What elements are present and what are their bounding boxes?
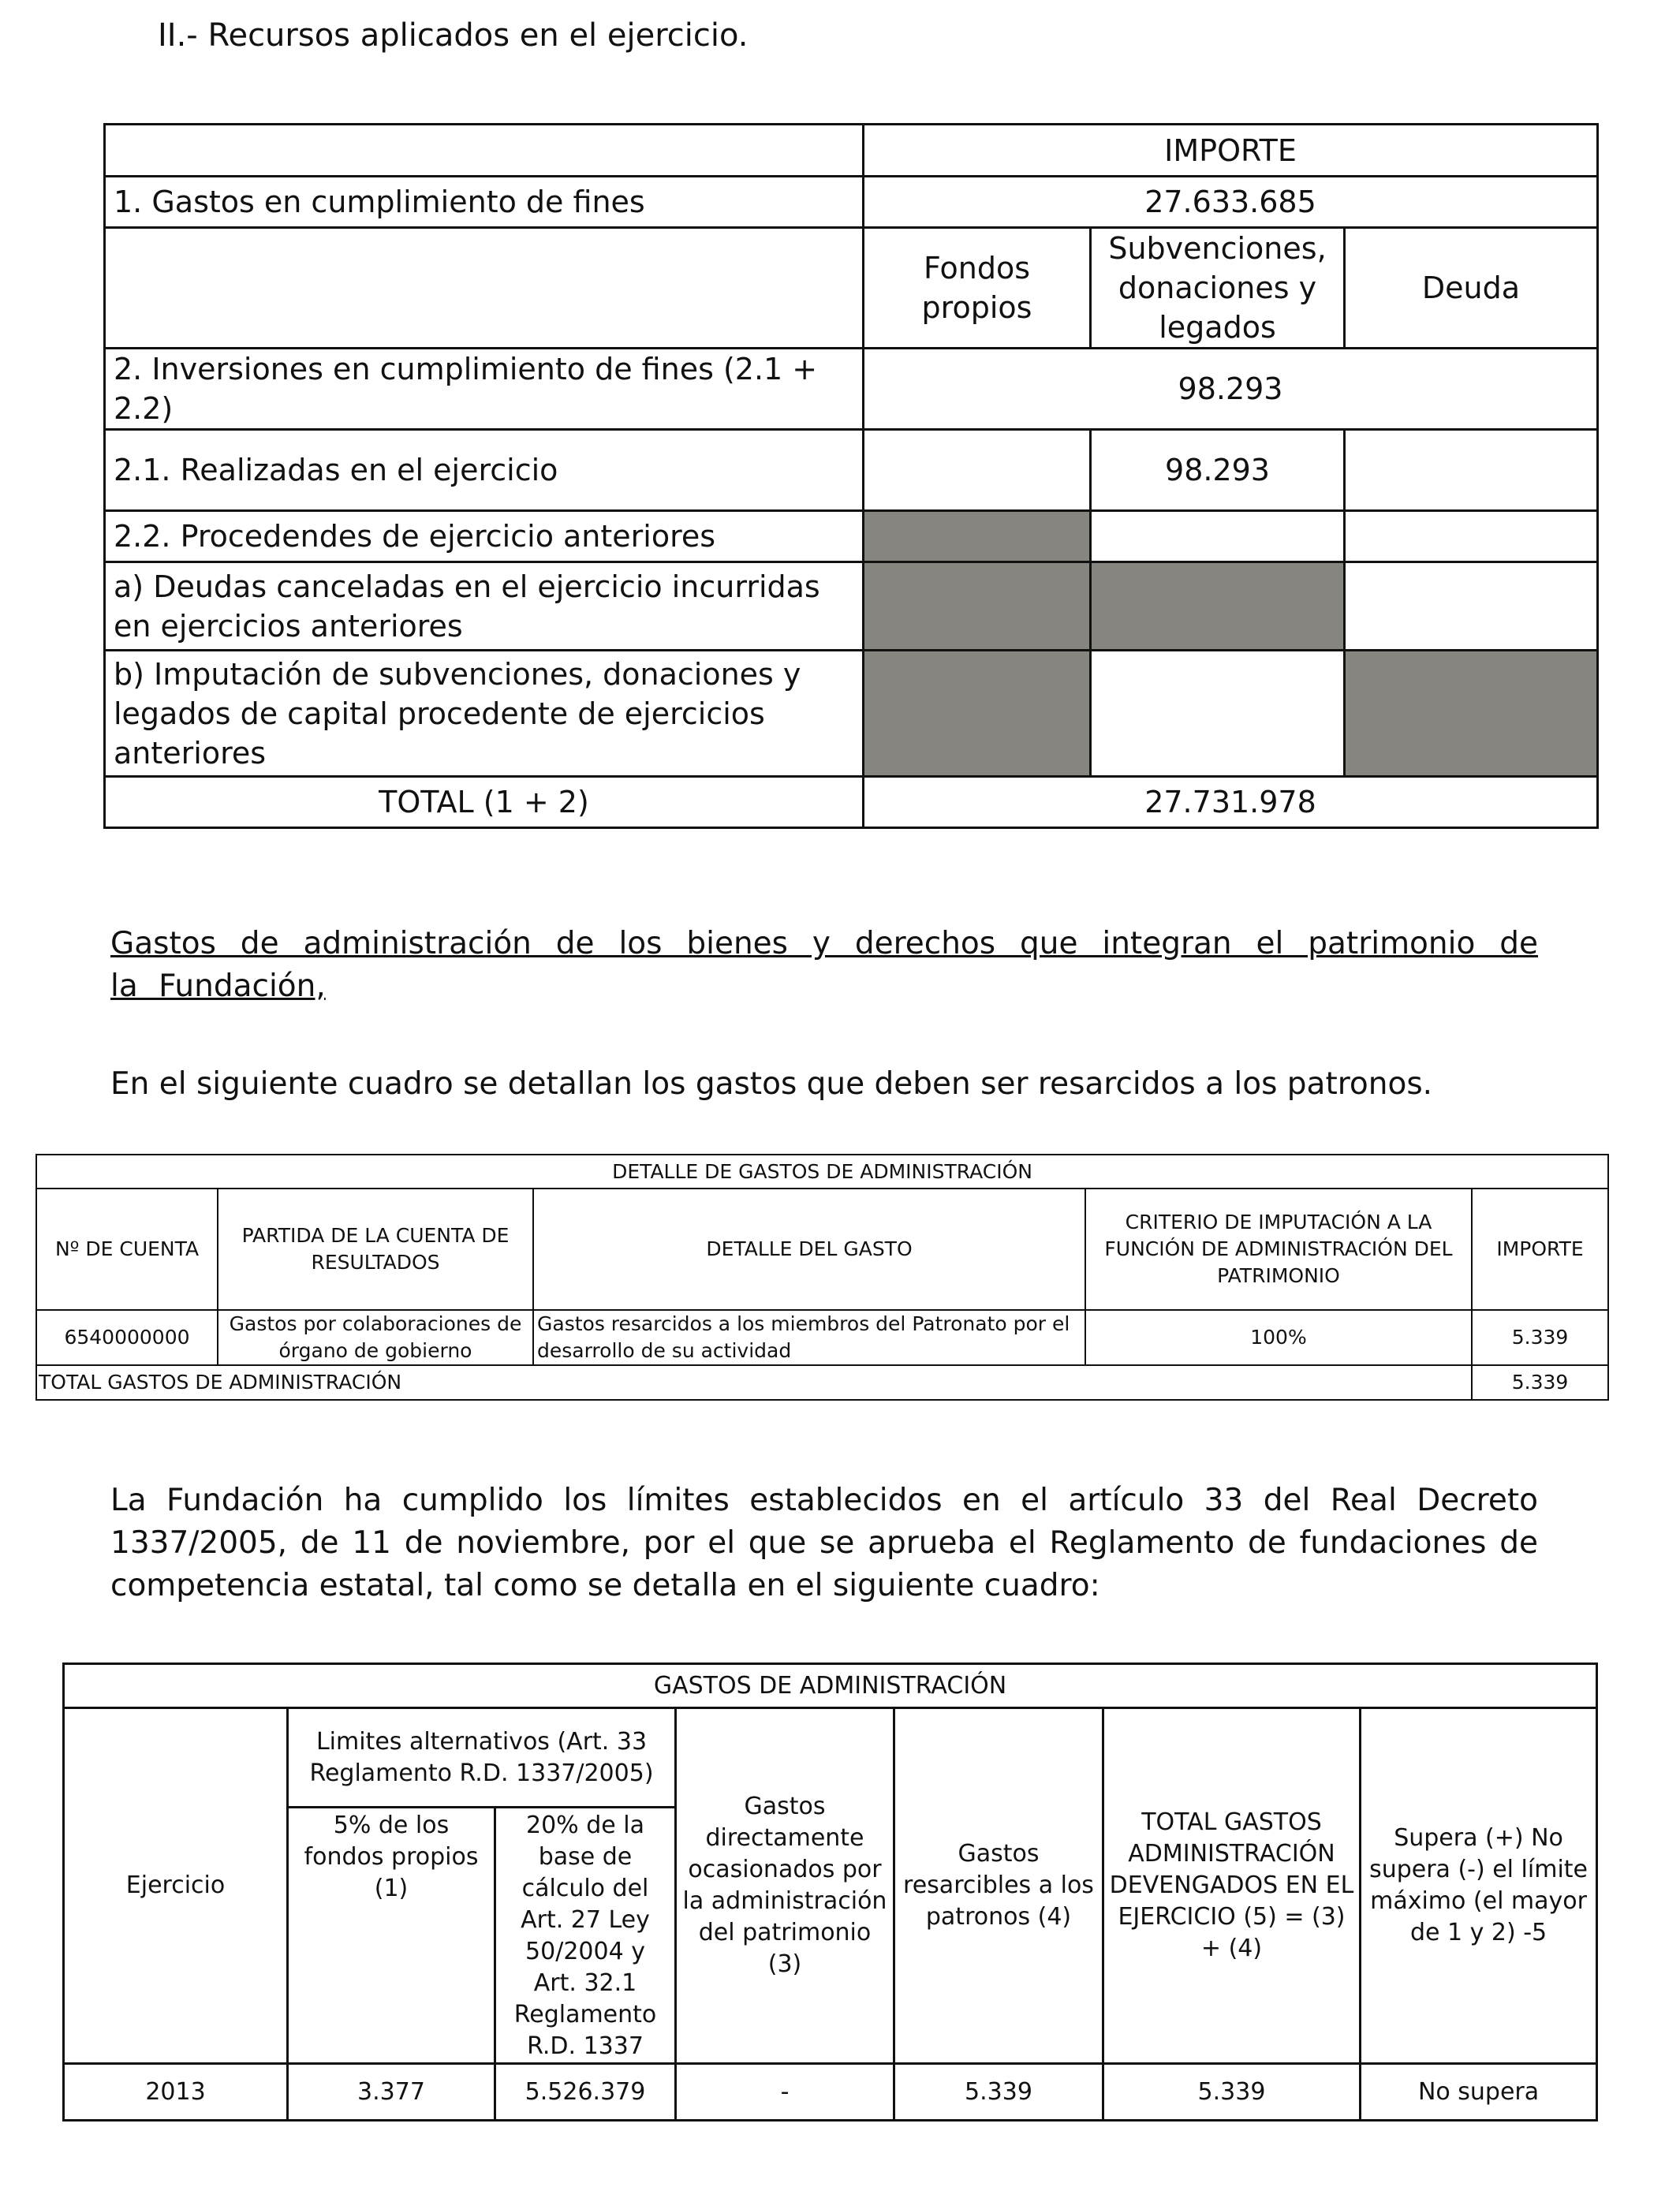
h-supera: Supera (+) No supera (-) el límite máximo (el mayor de 1 y 2) -5 [1361,1708,1597,2064]
v-ejercicio: 2013 [64,2064,288,2121]
h-total: TOTAL GASTOS ADMINISTRACIÓN DEVENGADOS EN EL EJERCICIO (5) = (3) + (4) [1103,1708,1361,2064]
total-value: 27.731.978 [864,777,1598,828]
row22-fondos-shaded [864,511,1091,562]
col-fondos-propios: Fondos propios [864,228,1091,349]
h-directos: Gastos directamente ocasionados por la administración del patrimonio (3) [676,1708,894,2064]
section-title: Gastos de administración de los bienes y derechos que integran el patrimonio de la Fundación, [110,926,1538,1004]
empty-subheader-cell [105,228,864,349]
section-heading: II.- Recursos aplicados en el ejercicio. [158,17,749,54]
v-total: 5.339 [1103,2064,1361,2121]
total-label: TOTAL (1 + 2) [105,777,864,828]
v-5pct: 3.377 [288,2064,495,2121]
row-detalle: Gastos resarcidos a los miembros del Patronato por el desarrollo de su actividad [533,1310,1085,1365]
v-resarcibles: 5.339 [894,2064,1103,2121]
row22-subvenciones [1091,511,1345,562]
h-20pct: 20% de la base de cálculo del Art. 27 Ley 50/2004 y Art. 32.1 Reglamento R.D. 1337 [495,1808,676,2064]
rowa-label: a) Deudas canceladas en el ejercicio incurridas en ejercicios anteriores [105,562,864,651]
row22-label: 2.2. Procedendes de ejercicio anteriores [105,511,864,562]
row22-deuda [1345,511,1598,562]
row21-deuda [1345,430,1598,511]
row-cuenta: 6540000000 [36,1310,218,1365]
total-gastos-value: 5.339 [1472,1365,1608,1400]
h-limites: Limites alternativos (Art. 33 Reglamento R.D. 1337/2005) [288,1708,676,1808]
detalle-title: DETALLE DE GASTOS DE ADMINISTRACIÓN [36,1155,1608,1189]
rowa-deuda [1345,562,1598,651]
v-20pct: 5.526.379 [495,2064,676,2121]
row-importe: 5.339 [1472,1310,1608,1365]
h-resarcibles: Gastos resarcibles a los patronos (4) [894,1708,1103,2064]
h-ejercicio: Ejercicio [64,1708,288,2064]
col-subvenciones: Subvenciones, donaciones y legados [1091,228,1345,349]
v-supera: No supera [1361,2064,1597,2121]
rowb-label: b) Imputación de subvenciones, donaciones y legados de capital procedente de ejercicios anteriores [105,651,864,777]
h-5pct: 5% de los fondos propios (1) [288,1808,495,2064]
total-gastos-label: TOTAL GASTOS DE ADMINISTRACIÓN [36,1365,1472,1400]
rowb-fondos-shaded [864,651,1091,777]
col-deuda: Deuda [1345,228,1598,349]
intro-text: En el siguiente cuadro se detallan los gastos que deben ser resarcidos a los patronos. [110,1066,1433,1102]
importe-header: IMPORTE [864,125,1598,177]
row1-value: 27.633.685 [864,177,1598,228]
row21-subvenciones: 98.293 [1091,430,1345,511]
row1-label: 1. Gastos en cumplimiento de fines [105,177,864,228]
h-cuenta: Nº DE CUENTA [36,1189,218,1310]
v-directos: - [676,2064,894,2121]
h-partida: PARTIDA DE LA CUENTA DE RESULTADOS [218,1189,533,1310]
detalle-gastos-table [35,1154,1609,1401]
gastos-administracion-table [62,1662,1598,2121]
row2-value: 98.293 [864,349,1598,430]
limits-text: La Fundación ha cumplido los límites establecidos en el artículo 33 del Real Decreto 1337/2005, de 11 de noviembre, por el que se aprueba el Reglamento de fundaciones de competencia estatal, tal como se detalla en el siguiente cuadro: [110,1483,1538,1603]
empty-header-cell [105,125,864,177]
h-detalle: DETALLE DEL GASTO [533,1189,1085,1310]
h-criterio: CRITERIO DE IMPUTACIÓN A LA FUNCIÓN DE ADMINISTRACIÓN DEL PATRIMONIO [1085,1189,1472,1310]
row21-label: 2.1. Realizadas en el ejercicio [105,430,864,511]
row21-fondos [864,430,1091,511]
h-importe: IMPORTE [1472,1189,1608,1310]
gastos-title: GASTOS DE ADMINISTRACIÓN [64,1664,1597,1708]
recursos-aplicados-table [103,123,1599,829]
rowa-fondos-shaded [864,562,1091,651]
rowb-subvenciones [1091,651,1345,777]
row2-label: 2. Inversiones en cumplimiento de fines (2.1 + 2.2) [105,349,864,430]
row-criterio: 100% [1085,1310,1472,1365]
row-partida: Gastos por colaboraciones de órgano de gobierno [218,1310,533,1365]
rowa-subvenciones-shaded [1091,562,1345,651]
rowb-deuda-shaded [1345,651,1598,777]
